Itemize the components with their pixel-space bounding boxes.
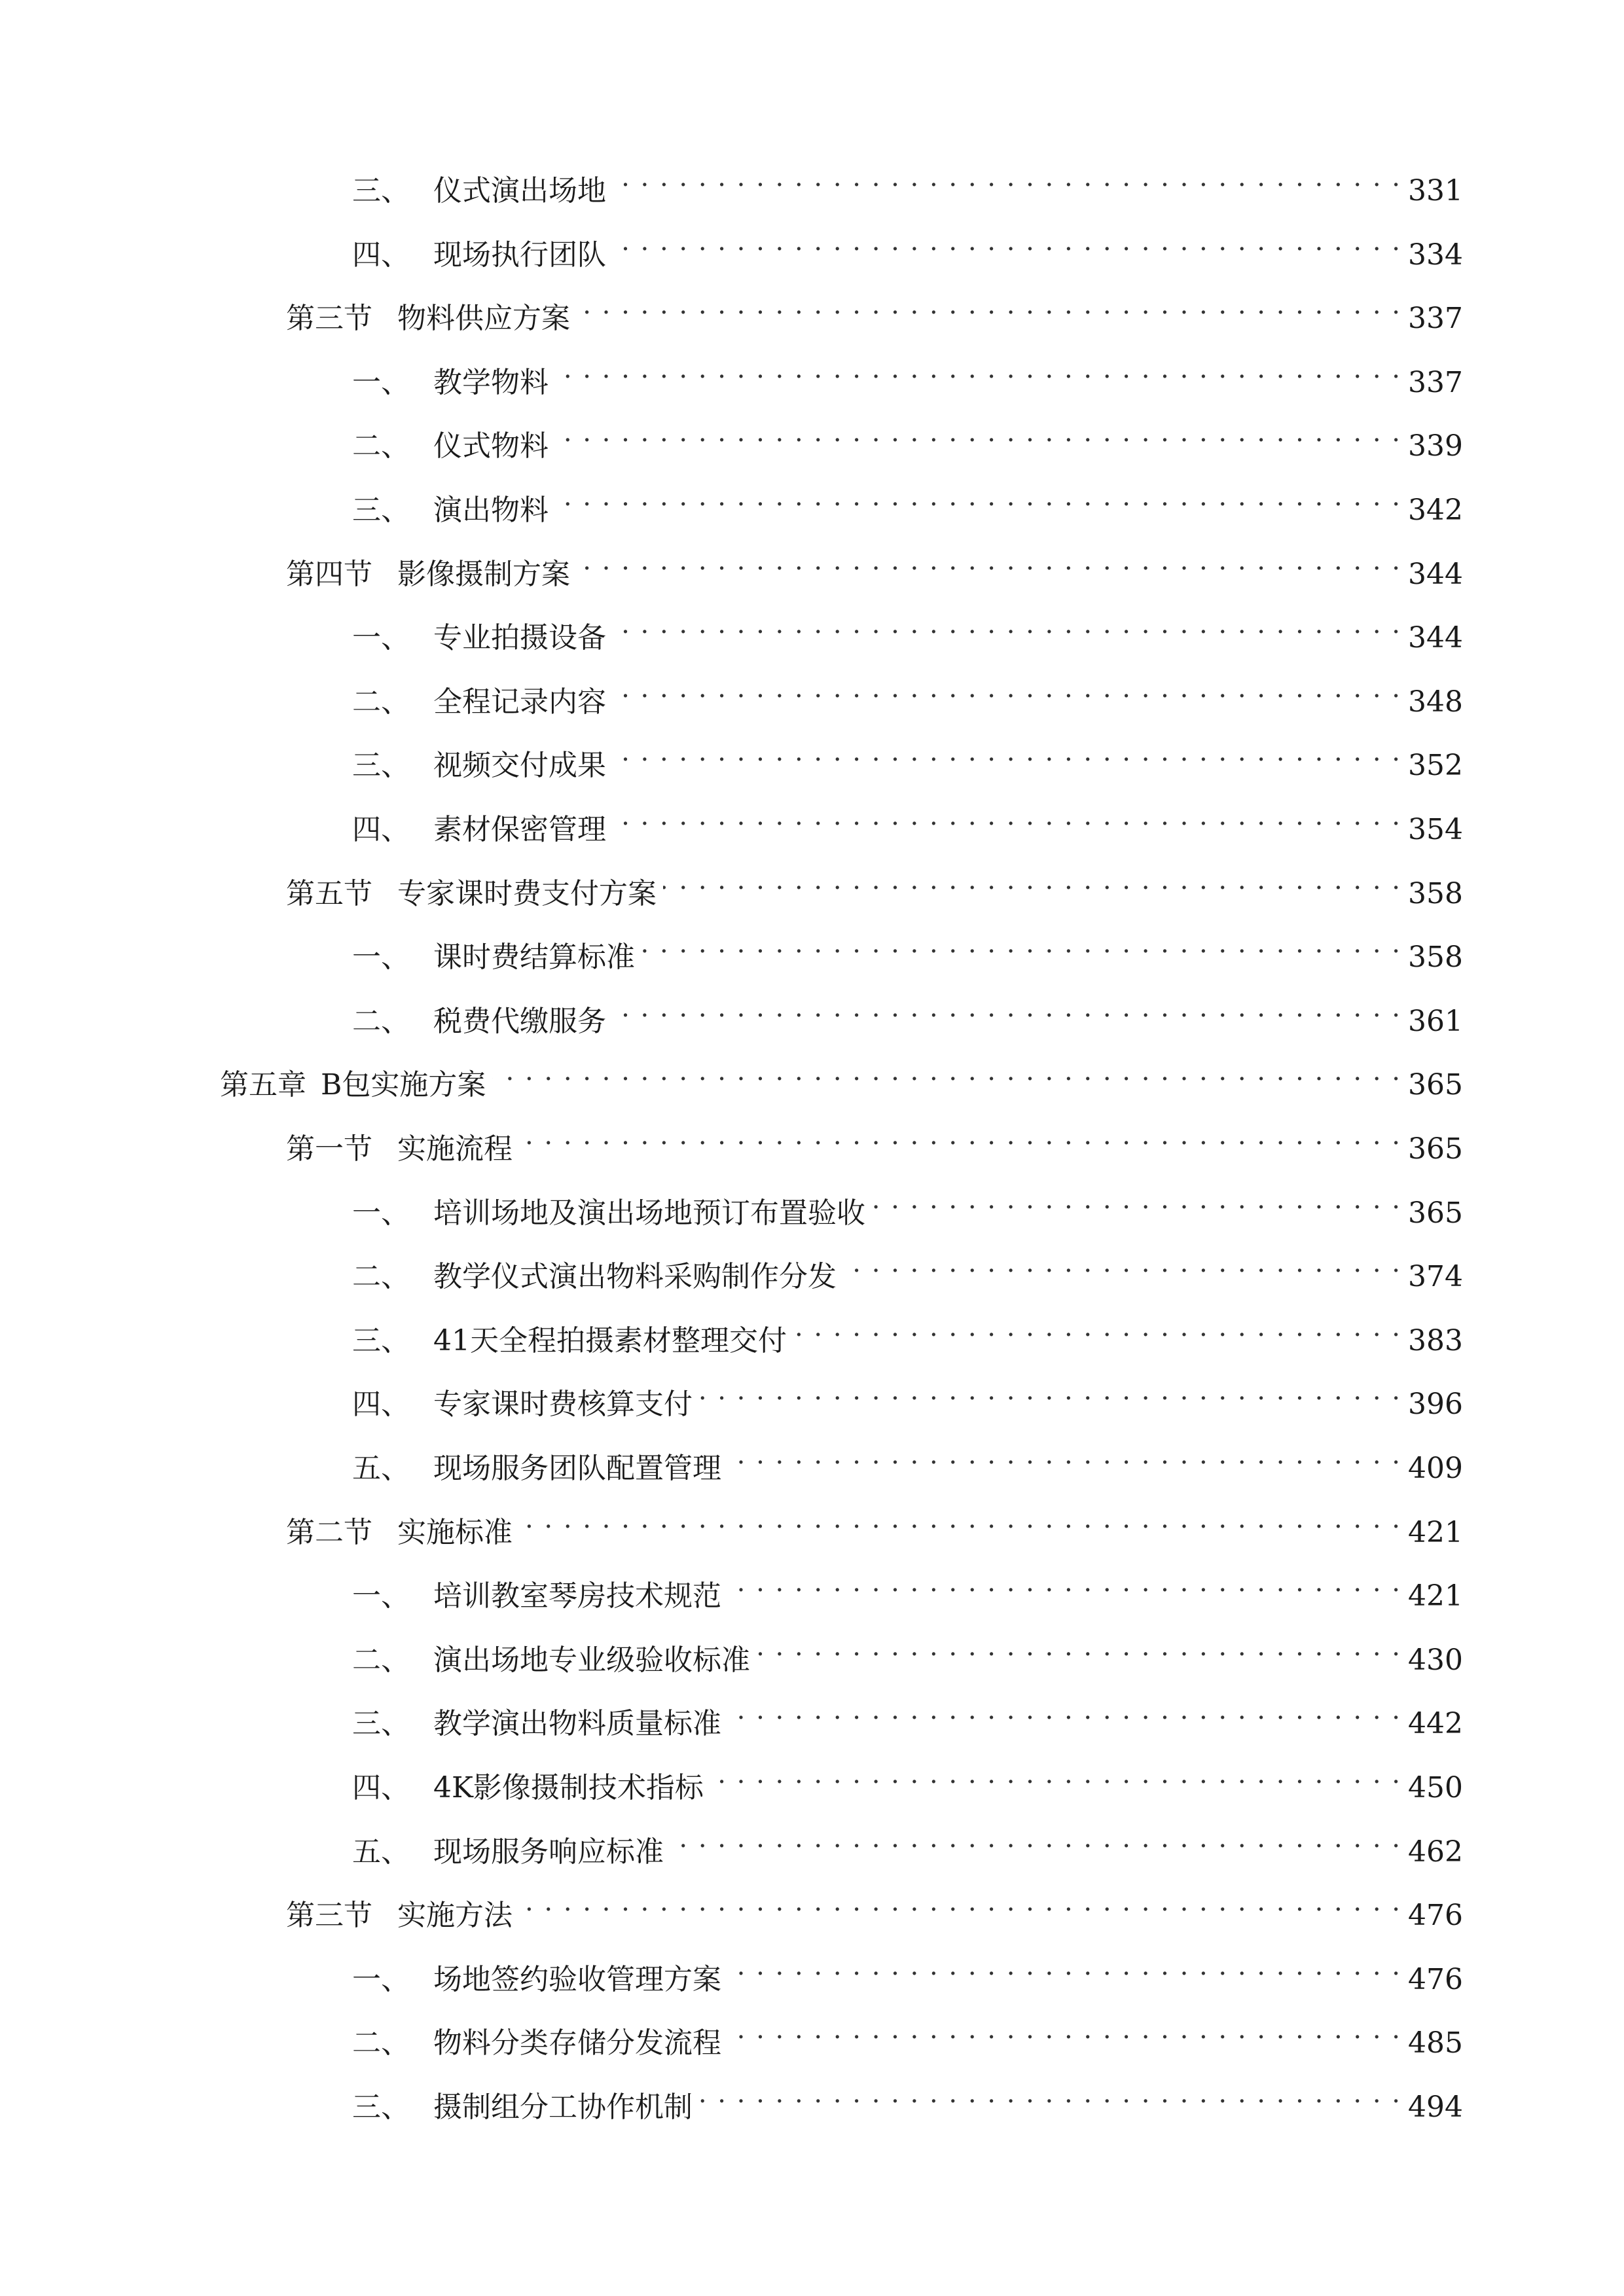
- toc-entry-label: [286, 296, 570, 342]
- toc-entry[interactable]: [352, 154, 1463, 207]
- toc-dot-leader: [519, 1879, 1401, 1925]
- toc-dot-leader: [613, 729, 1401, 775]
- toc-entry-label: [220, 1062, 486, 1108]
- toc-entry-page-number: 409: [1408, 1452, 1463, 1485]
- toc-entry[interactable]: [352, 1624, 1463, 1677]
- toc-entry-title: 实施标准: [397, 1516, 513, 1549]
- toc-entry-title: 素材保密管理: [433, 813, 606, 846]
- toc-entry-label: [352, 1638, 750, 1683]
- toc-dot-leader: [519, 1496, 1401, 1542]
- toc-entry[interactable]: [352, 1943, 1463, 1996]
- toc-entry-title: 教学演出物料质量标准: [433, 1707, 721, 1740]
- toc-entry-title: 影像摄制方案: [397, 558, 570, 591]
- toc-entry-label: [352, 1191, 865, 1236]
- toc-entry-label: [352, 743, 606, 789]
- toc-entry-title: 物料供应方案: [397, 302, 570, 335]
- toc-entry-page-number: 476: [1408, 1963, 1463, 1996]
- toc-entry-label: [286, 1893, 513, 1939]
- toc-entry-title: 专业拍摄设备: [433, 621, 606, 655]
- toc-entry-label: [352, 1382, 693, 1427]
- toc-entry-title: 视频交付成果: [433, 749, 606, 782]
- toc-entry-title: 课时费结算标准: [433, 941, 635, 974]
- toc-entry-number: 一、: [352, 1579, 410, 1613]
- toc-entry[interactable]: [352, 793, 1463, 846]
- toc-entry[interactable]: [286, 538, 1463, 591]
- toc-entry-title: 4K影像摄制技术指标: [433, 1771, 704, 1804]
- toc-entry-page-number: 342: [1408, 493, 1463, 527]
- toc-entry-label: [286, 1510, 513, 1556]
- toc-entry[interactable]: [352, 2007, 1463, 2060]
- toc-entry-page-number: 358: [1408, 877, 1463, 910]
- toc-entry-number: 二、: [352, 2026, 410, 2060]
- toc-entry-number: 第二节: [286, 1516, 372, 1549]
- toc-entry-title: 现场服务团队配置管理: [433, 1452, 721, 1485]
- toc-entry-title: 演出场地专业级验收标准: [433, 1643, 750, 1677]
- toc-entry[interactable]: [352, 666, 1463, 719]
- toc-entry[interactable]: [352, 1751, 1463, 1804]
- toc-entry-label: [352, 2085, 693, 2130]
- toc-entry[interactable]: [352, 1432, 1463, 1485]
- toc-entry-title: 演出物料: [433, 493, 549, 527]
- toc-entry-number: 一、: [352, 941, 410, 974]
- toc-entry-label: [352, 1318, 787, 1364]
- toc-entry-page-number: 358: [1408, 941, 1463, 974]
- toc-dot-leader: [728, 1560, 1401, 1605]
- toc-entry-label: [352, 807, 606, 853]
- toc-entry-title: 实施方法: [397, 1899, 513, 1932]
- toc-dot-leader: [710, 1751, 1401, 1797]
- toc-entry-label: [352, 1254, 837, 1300]
- toc-entry-title: 现场服务响应标准: [433, 1835, 664, 1869]
- toc-dot-leader: [843, 1240, 1401, 1286]
- toc-entry-number: 五、: [352, 1452, 410, 1485]
- toc-entry-number: 三、: [352, 2090, 410, 2124]
- toc-dot-leader: [728, 1432, 1401, 1478]
- toc-entry-page-number: 348: [1408, 685, 1463, 719]
- toc-entry-title: 专家课时费支付方案: [397, 877, 657, 910]
- toc-entry-title: 实施流程: [397, 1132, 513, 1166]
- toc-entry-number: 三、: [352, 749, 410, 782]
- toc-entry-number: 四、: [352, 1388, 410, 1421]
- toc-entry-label: [352, 488, 549, 533]
- toc-entry-title: 培训场地及演出场地预订布置验收: [433, 1196, 865, 1230]
- toc-entry-number: 五、: [352, 1835, 410, 1869]
- toc-dot-leader: [699, 2071, 1401, 2117]
- toc-entry-title: 税费代缴服务: [433, 1005, 606, 1038]
- toc-entry[interactable]: [286, 1496, 1463, 1549]
- toc-entry-title: 培训教室琴房技术规范: [433, 1579, 721, 1613]
- toc-entry-title: 现场执行团队: [433, 238, 606, 272]
- toc-entry-label: [352, 168, 606, 214]
- toc-entry[interactable]: [352, 474, 1463, 527]
- toc-entry-number: 一、: [352, 621, 410, 655]
- toc-entry-label: [352, 1957, 721, 2003]
- toc-dot-leader: [663, 857, 1401, 903]
- toc-entry-number: 一、: [352, 1196, 410, 1230]
- toc-entry[interactable]: [352, 921, 1463, 974]
- toc-entry-number: 一、: [352, 1963, 410, 1996]
- toc-entry-label: [352, 423, 549, 469]
- toc-entry[interactable]: [352, 2071, 1463, 2124]
- toc-entry-page-number: 365: [1408, 1068, 1463, 1102]
- toc-dot-leader: [793, 1304, 1401, 1350]
- toc-entry[interactable]: [352, 410, 1463, 463]
- toc-entry-page-number: 337: [1408, 302, 1463, 335]
- toc-entry-number: 第五节: [286, 877, 372, 910]
- toc-entry[interactable]: [352, 1240, 1463, 1293]
- toc-entry-number: 二、: [352, 685, 410, 719]
- toc-entry-number: 三、: [352, 493, 410, 527]
- toc-entry-page-number: 374: [1408, 1260, 1463, 1293]
- toc-entry-label: [352, 360, 549, 406]
- toc-entry[interactable]: [352, 729, 1463, 782]
- toc-entry[interactable]: [286, 1113, 1463, 1166]
- toc-entry-title: 41天全程拍摄素材整理交付: [433, 1324, 787, 1357]
- toc-entry-number: 四、: [352, 1771, 410, 1804]
- toc-entry-number: 二、: [352, 429, 410, 463]
- toc-entry[interactable]: [286, 282, 1463, 335]
- toc-entry-page-number: 494: [1408, 2090, 1463, 2124]
- toc-dot-leader: [519, 1113, 1401, 1158]
- toc-dot-leader: [577, 538, 1401, 584]
- toc-entry-number: 第三节: [286, 302, 372, 335]
- toc-dot-leader: [613, 219, 1401, 264]
- toc-dot-leader: [613, 793, 1401, 839]
- toc-entry[interactable]: [352, 1560, 1463, 1613]
- toc-dot-leader: [613, 601, 1401, 647]
- toc-entry-page-number: 334: [1408, 238, 1463, 272]
- toc-entry-page-number: 331: [1408, 174, 1463, 207]
- toc-entry-number: 四、: [352, 238, 410, 272]
- toc-entry-number: 第四节: [286, 558, 372, 591]
- toc-entry-number: 第五章: [220, 1068, 306, 1102]
- toc-entry-page-number: 442: [1408, 1707, 1463, 1740]
- toc-entry-label: [352, 1446, 721, 1492]
- toc-entry-page-number: 396: [1408, 1388, 1463, 1421]
- toc-entry-number: 三、: [352, 1324, 410, 1357]
- toc-entry-page-number: 485: [1408, 2026, 1463, 2060]
- toc-entry-number: 四、: [352, 813, 410, 846]
- toc-entry-title: B包实施方案: [321, 1068, 486, 1102]
- toc-entry-page-number: 476: [1408, 1899, 1463, 1932]
- toc-entry-title: 仪式物料: [433, 429, 549, 463]
- toc-entry-label: [352, 935, 635, 980]
- toc-entry-label: [352, 999, 606, 1045]
- toc-entry-label: [352, 615, 606, 661]
- toc-entry-page-number: 365: [1408, 1132, 1463, 1166]
- toc-entry-title: 场地签约验收管理方案: [433, 1963, 721, 1996]
- toc-dot-leader: [555, 346, 1401, 392]
- toc-dot-leader: [728, 2007, 1401, 2053]
- toc-entry-page-number: 430: [1408, 1643, 1463, 1677]
- toc-entry-label: [352, 1573, 721, 1619]
- toc-entry-page-number: 421: [1408, 1579, 1463, 1613]
- toc-entry-page-number: 361: [1408, 1005, 1463, 1038]
- toc-entry[interactable]: [352, 1177, 1463, 1230]
- toc-dot-leader: [641, 921, 1401, 967]
- toc-entry-title: 物料分类存储分发流程: [433, 2026, 721, 2060]
- toc-entry-page-number: 421: [1408, 1516, 1463, 1549]
- toc-entry-page-number: 462: [1408, 1835, 1463, 1869]
- toc-entry[interactable]: [352, 1304, 1463, 1357]
- toc-dot-leader: [555, 474, 1401, 520]
- toc-entry-page-number: 339: [1408, 429, 1463, 463]
- toc-dot-leader: [613, 666, 1401, 711]
- toc-entry-title: 摄制组分工协作机制: [433, 2090, 693, 2124]
- toc-entry-title: 仪式演出场地: [433, 174, 606, 207]
- toc-entry[interactable]: [352, 1687, 1463, 1740]
- toc-entry-number: 第一节: [286, 1132, 372, 1166]
- toc-entry-page-number: 352: [1408, 749, 1463, 782]
- toc-entry-label: [286, 1126, 513, 1172]
- toc-entry-label: [352, 1701, 721, 1747]
- toc-entry-number: 二、: [352, 1005, 410, 1038]
- toc-entry-page-number: 354: [1408, 813, 1463, 846]
- toc-dot-leader: [613, 985, 1401, 1031]
- toc-entry-label: [286, 552, 570, 598]
- toc-entry-page-number: 365: [1408, 1196, 1463, 1230]
- toc-entry-label: [286, 871, 657, 917]
- toc-dot-leader: [613, 154, 1401, 200]
- toc-dot-leader: [757, 1624, 1401, 1670]
- toc-entry[interactable]: [286, 1879, 1463, 1932]
- toc-dot-leader: [577, 282, 1401, 328]
- toc-entry-label: [352, 679, 606, 725]
- toc-entry[interactable]: [352, 219, 1463, 272]
- toc-entry-title: 全程记录内容: [433, 685, 606, 719]
- toc-dot-leader: [699, 1368, 1401, 1414]
- toc-entry-page-number: 337: [1408, 366, 1463, 399]
- toc-entry[interactable]: [352, 1368, 1463, 1421]
- toc-dot-leader: [728, 1687, 1401, 1733]
- toc-entry-title: 教学仪式演出物料采购制作分发: [433, 1260, 837, 1293]
- toc-dot-leader: [670, 1816, 1401, 1861]
- toc-entry-number: 二、: [352, 1260, 410, 1293]
- toc-entry[interactable]: [220, 1049, 1463, 1102]
- toc-entry[interactable]: [286, 857, 1463, 910]
- toc-dot-leader: [492, 1049, 1401, 1094]
- toc-entry-number: 第三节: [286, 1899, 372, 1932]
- toc-entry-page-number: 383: [1408, 1324, 1463, 1357]
- toc-entry-label: [352, 1829, 664, 1875]
- toc-entry[interactable]: [352, 985, 1463, 1038]
- toc-entry[interactable]: [352, 601, 1463, 655]
- toc-entry-label: [352, 232, 606, 278]
- toc-entry-number: 三、: [352, 174, 410, 207]
- toc-entry-label: [352, 2020, 721, 2066]
- toc-entry-number: 三、: [352, 1707, 410, 1740]
- toc-entry-number: 一、: [352, 366, 410, 399]
- toc-entry[interactable]: [352, 346, 1463, 399]
- toc-dot-leader: [872, 1177, 1401, 1223]
- toc-entry-number: 二、: [352, 1643, 410, 1677]
- toc-entry-page-number: 344: [1408, 621, 1463, 655]
- toc-entry-page-number: 450: [1408, 1771, 1463, 1804]
- toc-entry-page-number: 344: [1408, 558, 1463, 591]
- toc-entry[interactable]: [352, 1816, 1463, 1869]
- toc-entry-label: [352, 1765, 704, 1811]
- toc-entry-title: 教学物料: [433, 366, 549, 399]
- toc-entry-title: 专家课时费核算支付: [433, 1388, 693, 1421]
- toc-dot-leader: [555, 410, 1401, 456]
- toc-dot-leader: [728, 1943, 1401, 1989]
